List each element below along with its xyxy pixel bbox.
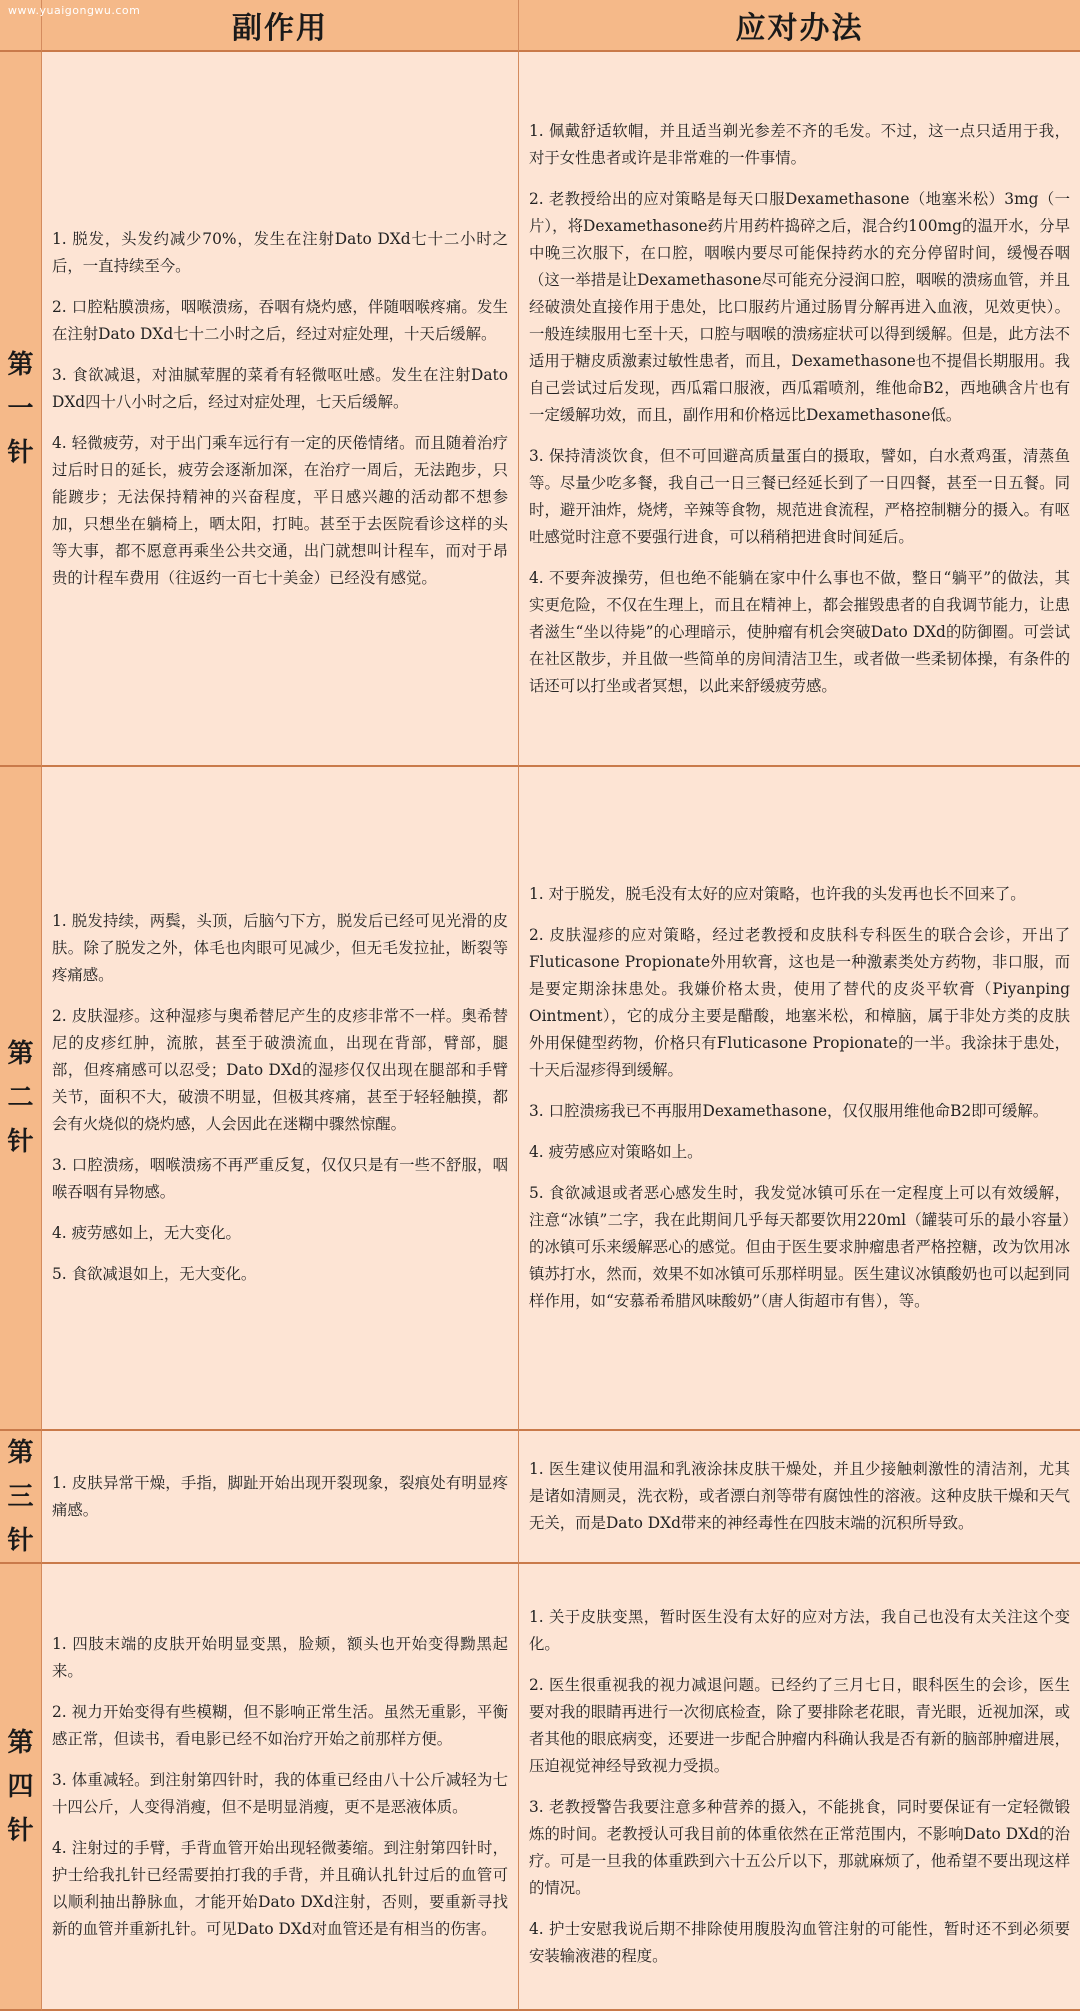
side-effect-item: 1. 皮肤异常干燥，手指，脚趾开始出现开裂现象，裂痕处有明显疼痛感。	[52, 1473, 508, 1519]
remedy-item: 2. 皮肤湿疹的应对策略，经过老教授和皮肤科专科医生的联合会诊，开出了Fluticasone Propionate外用软膏，这也是一种激素类处方药物，非口服，而是要定期涂抹患处。我嫌价格太贵，使用了替代的皮炎平软膏（Piyanping Ointment），它的成分主要是醋酸，地塞米松，和樟脑，属于非处方类的皮肤外用保健型药物，价格只有Fluticasone Propionate的一半。我涂抹于患处，十天后湿疹得到缓解。	[529, 926, 1070, 1079]
side-effect-item: 4. 注射过的手臂，手背血管开始出现轻微萎缩。到注射第四针时，护士给我扎针已经需要拍打我的手背，并且确认扎针过后的血管可以顺利抽出静脉血，才能开始Dato DXd注射，否则，要重新寻找新的血管并重新扎针。可见Dato DXd对血管还是有相当的伤害。	[52, 1838, 508, 1938]
remedy-item: 4. 不要奔波操劳，但也绝不能躺在家中什么事也不做，整日“躺平”的做法，其实更危险，不仅在生理上，而且在精神上，都会摧毁患者的自我调节能力，让患者滋生“坐以待毙”的心理暗示，使肿瘤有机会突破Dato DXd的防御圈。可尝试在社区散步，并且做一些简单的房间清洁卫生，或者做一些柔韧体操，有条件的话还可以打坐或者冥想，以此来舒缓疲劳感。	[529, 568, 1070, 695]
side-effect-item: 1. 脱发持续，两鬓，头顶，后脑勺下方，脱发后已经可见光滑的皮肤。除了脱发之外，体毛也肉眼可见减少，但无毛发拉扯，断裂等疼痛感。	[52, 912, 508, 984]
side-effect-item: 5. 食欲减退如上，无大变化。	[52, 1265, 257, 1283]
side-effect-item: 3. 食欲减退，对油腻荤腥的菜肴有轻微呕吐感。发生在注射Dato DXd四十八小时之后，经过对症处理，七天后缓解。	[52, 365, 508, 411]
side-effect-item: 2. 皮肤湿疹。这种湿疹与奥希替尼产生的皮疹非常不一样。奥希替尼的皮疹红肿，流脓，甚至于破溃流血，出现在背部，臂部，腿部，但疼痛感可以忍受；Dato DXd的湿疹仅仅出现在腿部和手臂关节，面积不大，破溃不明显，但极其疼痛，甚至于轻轻触摸，都会有火烧似的烧灼感，人会因此在迷糊中骤然惊醒。	[52, 1007, 508, 1133]
remedy-item: 4. 护士安慰我说后期不排除使用腹股沟血管注射的可能性，暂时还不到必须要安装输液港的程度。	[529, 1919, 1070, 1965]
remedy-item: 1. 关于皮肤变黑，暂时医生没有太好的应对方法，我自己也没有太关注这个变化。	[529, 1607, 1070, 1653]
side-effects-cell-3	[42, 1431, 519, 1564]
side-effect-item: 4. 轻微疲劳，对于出门乘车远行有一定的厌倦情绪。而且随着治疗过后时日的延长，疲劳会逐渐加深，在治疗一周后，无法跑步，只能踱步；无法保持精神的兴奋程度，平日感兴趣的活动都不想参加，只想坐在躺椅上，晒太阳，打盹。甚至于去医院看诊这样的头等大事，都不愿意再乘坐公共交通，出门就想叫计程车，而对于昂贵的计程车费用（往返约一百七十美金）已经没有感觉。	[52, 433, 508, 587]
side-effect-item: 4. 疲劳感如上，无大变化。	[52, 1224, 241, 1242]
remedy-item: 5. 食欲减退或者恶心感发生时，我发觉冰镇可乐在一定程度上可以有效缓解，注意“冰镇”二字，我在此期间几乎每天都要饮用220ml（罐装可乐的最小容量）的冰镇可乐来缓解恶心的感觉。但由于医生要求肿瘤患者严格控糖，改为饮用冰镇苏打水，然而，效果不如冰镇可乐那样明显。医生建议冰镇酸奶也可以起到同样作用，如“安慕希希腊风味酸奶”（唐人街超市有售），等。	[529, 1184, 1070, 1310]
side-effect-item: 1. 四肢末端的皮肤开始明显变黑，脸颊，额头也开始变得黝黑起来。	[52, 1634, 508, 1680]
remedy-item: 1. 医生建议使用温和乳液涂抹皮肤干燥处，并且少接触刺激性的清洁剂，尤其是诸如清厕灵，洗衣粉，或者漂白剂等带有腐蚀性的溶液。这种皮肤干燥和天气无关，而是Dato DXd带来的神经毒性在四肢末端的沉积所导致。	[529, 1460, 1070, 1532]
remedies-cell-3	[519, 1431, 1080, 1564]
side-effect-item: 2. 视力开始变得有些模糊，但不影响正常生活。虽然无重影，平衡感正常，但读书，看电影已经不如治疗开始之前那样方便。	[52, 1702, 508, 1748]
remedy-item: 3. 口腔溃疡我已不再服用Dexamethasone，仅仅服用维他命B2即可缓解。	[529, 1102, 1049, 1120]
remedy-item: 4. 疲劳感应对策略如上。	[529, 1143, 703, 1161]
remedies-cell-1	[519, 52, 1080, 767]
remedies-cell-4	[519, 1564, 1080, 2011]
side-effect-item: 1. 脱发，头发约减少70%，发生在注射Dato DXd七十二小时之后，一直持续至今。	[52, 229, 508, 275]
remedies-cell-2	[519, 767, 1080, 1431]
remedy-item: 1. 佩戴舒适软帽，并且适当剃光参差不齐的毛发。不过，这一点只适用于我，对于女性患者或许是非常难的一件事情。	[529, 121, 1070, 167]
remedy-item: 1. 对于脱发，脱毛没有太好的应对策略，也许我的头发再也长不回来了。	[529, 885, 1026, 903]
row-label-2: 第二针	[0, 767, 42, 1431]
remedy-item: 2. 医生很重视我的视力减退问题。已经约了三月七日，眼科医生的会诊，医生要对我的眼睛再进行一次彻底检查，除了要排除老花眼，青光眼，近视加深，或者其他的眼底病变，还要进一步配合肿瘤内科确认我是否有新的脑部肿瘤进展，压迫视觉神经导致视力受损。	[529, 1675, 1070, 1775]
side-effect-item: 2. 口腔粘膜溃疡，咽喉溃疡，吞咽有烧灼感，伴随咽喉疼痛。发生在注射Dato DXd七十二小时之后，经过对症处理，十天后缓解。	[52, 297, 508, 343]
side-effects-cell-4	[42, 1564, 519, 2011]
remedy-item: 2. 老教授给出的应对策略是每天口服Dexamethasone（地塞米松）3mg（一片），将Dexamethasone药片用药杵捣碎之后，混合约100mg的温开水，分早中晚三次服下，在口腔，咽喉内要尽可能保持药水的充分停留时间，缓慢吞咽（这一举措是让Dexamethasone尽可能充分浸润口腔，咽喉的溃疡血管，并且经破溃处直接作用于患处，比口服药片通过肠胃分解再进入血液，见效更快）。一般连续服用七至十天，口腔与咽喉的溃疡症状可以得到缓解。但是，此方法不适用于糖皮质激素过敏性患者，而且，Dexamethasone也不提倡长期服用。我自己尝试过后发现，西瓜霜口服液，西瓜霜喷剂，维他命B2，西地碘含片也有一定缓解功效，而且，副作用和价格远比Dexamethasone低。	[529, 189, 1070, 424]
side-effect-item: 3. 体重减轻。到注射第四针时，我的体重已经由八十公斤减轻为七十四公斤，人变得消瘦，但不是明显消瘦，更不是恶液体质。	[52, 1770, 508, 1816]
side-effect-item: 3. 口腔溃疡，咽喉溃疡不再严重反复，仅仅只是有一些不舒服，咽喉吞咽有异物感。	[52, 1156, 508, 1201]
header-side-effects: 副作用	[42, 0, 519, 52]
row-label-4: 第四针	[0, 1564, 42, 2011]
remedy-item: 3. 保持清淡饮食，但不可回避高质量蛋白的摄取，譬如，白水煮鸡蛋，清蒸鱼等。尽量少吃多餐，我自己一日三餐已经延长到了一日四餐，甚至一日五餐。同时，避开油炸，烧烤，辛辣等食物，规范进食流程，严格控制糖分的摄入。有呕吐感觉时注意不要强行进食，可以稍稍把进食时间延后。	[529, 446, 1070, 546]
remedy-item: 3. 老教授警告我要注意多种营养的摄入，不能挑食，同时要保证有一定轻微锻炼的时间。老教授认可我目前的体重依然在正常范围内，不影响Dato DXd的治疗。可是一旦我的体重跌到六十五公斤以下，那就麻烦了，他希望不要出现这样的情况。	[529, 1797, 1070, 1897]
side-effects-cell-2	[42, 767, 519, 1431]
header-remedies: 应对办法	[519, 0, 1080, 52]
side-effects-cell-1	[42, 52, 519, 767]
row-label-1: 第一针	[0, 52, 42, 767]
row-label-3: 第三针	[0, 1431, 42, 1564]
watermark: www.yuaigongwu.com	[8, 4, 141, 17]
